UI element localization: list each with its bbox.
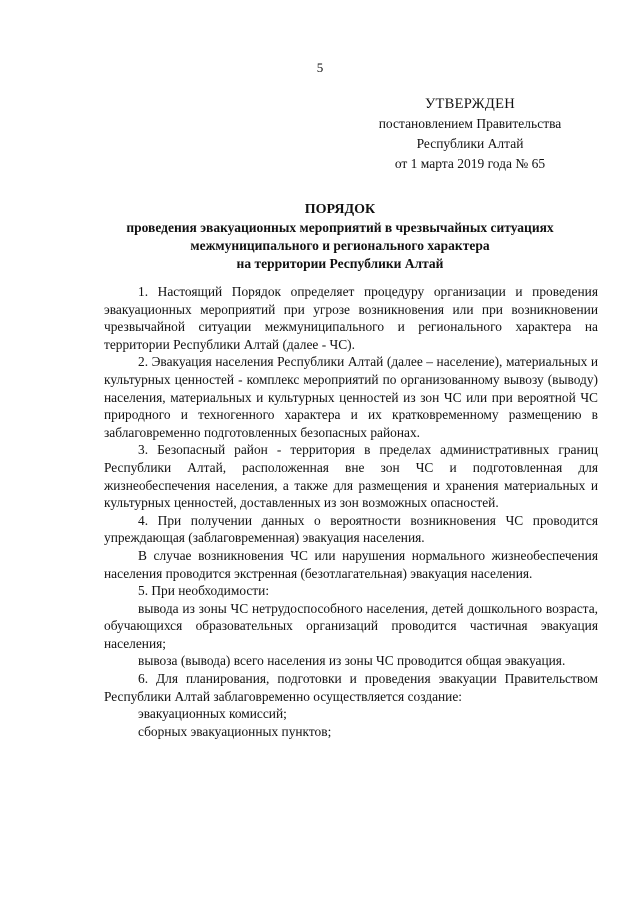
page-number: 5 <box>316 60 324 75</box>
approval-line-2: Республики Алтай <box>416 136 524 151</box>
list-item-commissions: эвакуационных комиссий; <box>138 706 287 722</box>
approval-heading: УТВЕРЖДЕН <box>424 96 516 112</box>
document-body <box>104 283 598 740</box>
paragraph-5-partial: вывода из зоны ЧС нетрудоспособного населения, детей дошкольного возраста, обучающихся образовательных организаций проводится частичная эвакуация населения; <box>104 600 598 651</box>
paragraph-5-general: вывоза (вывода) всего населения из зоны ЧС проводится общая эвакуация. <box>138 653 566 669</box>
paragraph-4-emergency: В случае возникновения ЧС или нарушения нормального жизнеобеспечения населения проводится экстренная (безотлагательная) эвакуация населения. <box>104 547 598 581</box>
paragraph-2: 2. Эвакуация населения Республики Алтай (далее – население), материальных и культурных ценностей - комплекс мероприятий по организованному вывозу (выводу) населения, материальных и культурных ценностей из зон ЧС или при вероятной ЧС природного и техногенного характера и их кратковременному размещению в заблаговременно подготовленных безопасных районах. <box>104 354 598 440</box>
approval-line-3: от 1 марта 2019 года № 65 <box>394 156 546 171</box>
list-item-assembly-points: сборных эвакуационных пунктов; <box>138 723 332 739</box>
document-title <box>80 201 600 273</box>
approval-line-1: постановлением Правительства <box>378 116 562 131</box>
title-line-2: межмуниципального и регионального характера <box>190 238 490 253</box>
approval-stamp-block <box>355 94 585 174</box>
paragraph-6: 6. Для планирования, подготовки и проведения эвакуации Правительством Республики Алтай заблаговременно осуществляется создание: <box>104 671 598 704</box>
paragraph-4: 4. При получении данных о вероятности возникновения ЧС проводится упреждающая (заблаговременная) эвакуация населения. <box>104 512 598 546</box>
title-line-1: проведения эвакуационных мероприятий в чрезвычайных ситуациях <box>126 220 554 235</box>
title-line-3: на территории Республики Алтай <box>236 256 444 271</box>
title-line-0: ПОРЯДОК <box>304 202 376 217</box>
paragraph-1: 1. Настоящий Порядок определяет процедуру организации и проведения эвакуационных мероприятий при угрозе возникновения или при возникновении чрезвычайной ситуации межмуниципального и регионального характера на территории Республики Алтай (далее - ЧС). <box>104 284 598 352</box>
paragraph-5: 5. При необходимости: <box>138 583 270 599</box>
paragraph-3: 3. Безопасный район - территория в пределах административных границ Республики Алтай, расположенная вне зон ЧС и подготовленная для жизнеобеспечения населения, а также для размещения и хранения материальных и культурных ценностей, доставленных из зон возможных опасностей. <box>104 442 598 511</box>
